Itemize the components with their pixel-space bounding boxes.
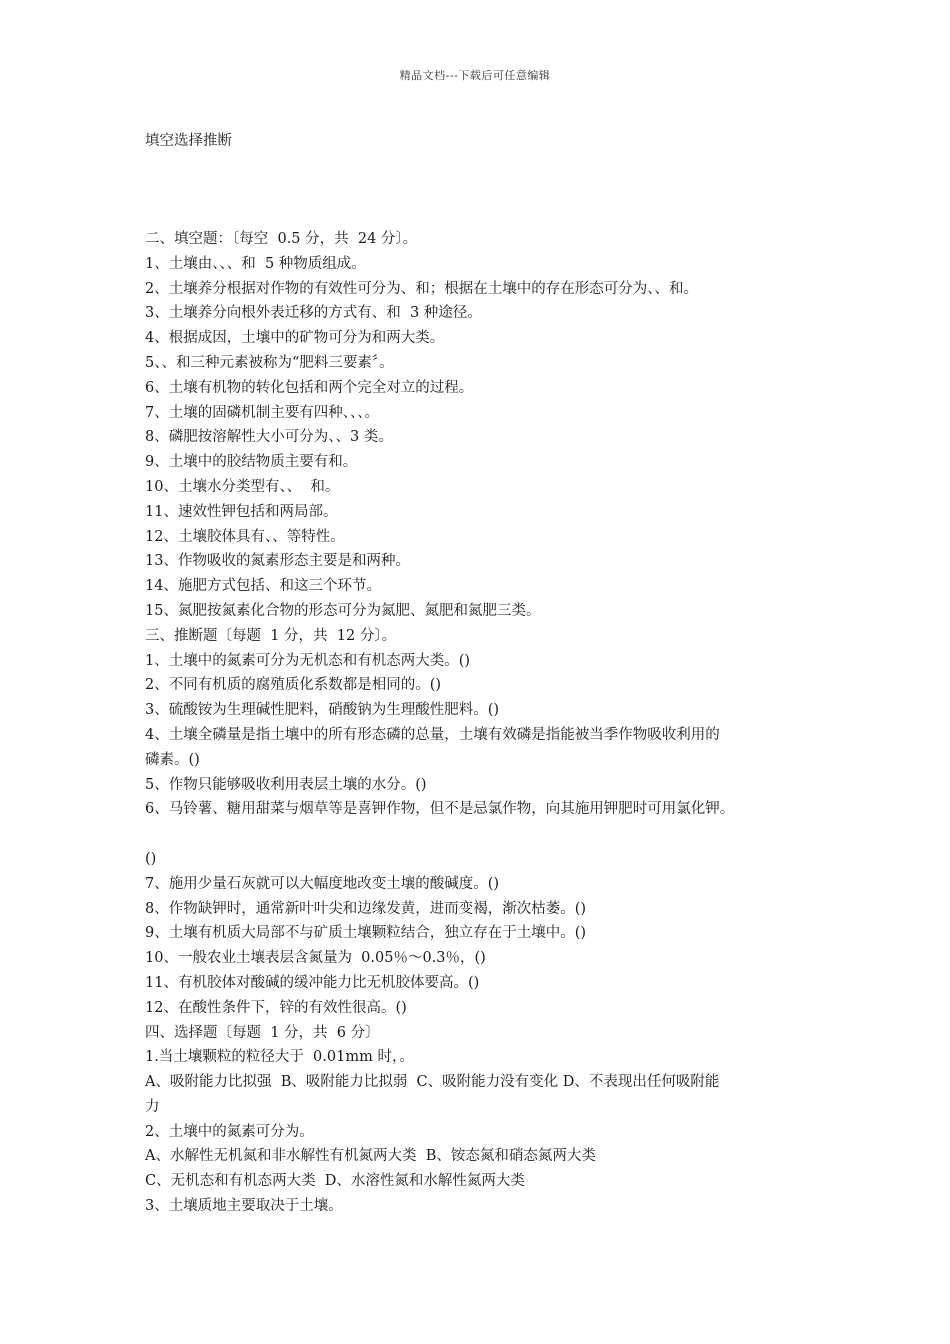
question-line: 磷素。(): [145, 751, 200, 768]
question-line: 10、土壤水分类型有、、 和。: [145, 478, 340, 495]
question-line: 2、土壤中的氮素可分为。: [145, 1123, 314, 1140]
question-line: 6、土壤有机物的转化包括和两个完全对立的过程。: [145, 379, 474, 396]
question-line: 2、不同有机质的腐殖质化系数都是相同的。(): [145, 677, 442, 694]
answer-options: C、无机态和有机态两大类 D、水溶性氮和水解性氮两大类: [145, 1173, 525, 1190]
question-line: 14、施肥方式包括、和这三个环节。: [145, 578, 381, 595]
question-line: 8、磷肥按溶解性大小可分为、、3 类。: [145, 429, 393, 446]
question-line: 4、根据成因，土壤中的矿物可分为和两大类。: [145, 330, 445, 347]
question-line: 15、氮肥按氮素化合物的形态可分为氮肥、氮肥和氮肥三类。: [145, 602, 541, 619]
header-note: 精品文档---下载后可任意编辑: [399, 69, 551, 82]
question-line: 3、土壤质地主要取决于土壤。: [145, 1198, 343, 1215]
question-line: 7、土壤的固磷机制主要有四种、、、。: [145, 404, 379, 421]
question-line: 13、作物吸收的氮素形态主要是和两种。: [145, 553, 410, 570]
question-line: 3、硫酸铵为生理碱性肥料，硝酸钠为生理酸性肥料。(): [145, 702, 500, 719]
question-line: 10、一般农业土壤表层含氮量为 0.05％～0.3％，(): [145, 950, 486, 967]
question-line: 9、土壤中的胶结物质主要有和。: [145, 454, 358, 471]
question-line: (): [145, 850, 157, 867]
answer-options: A、水解性无机氮和非水解性有机氮两大类 B、铵态氮和硝态氮两大类: [145, 1148, 596, 1165]
question-line: 9、土壤有机质大局部不与矿质土壤颗粒结合，独立存在于土壤中。(): [145, 925, 587, 942]
document-body: [145, 227, 825, 1219]
answer-options: A、吸附能力比拟强 B、吸附能力比拟弱 C、吸附能力没有变化 D、不表现出任何吸附能: [145, 1074, 720, 1091]
question-line: 1、土壤中的氮素可分为无机态和有机态两大类。(): [145, 652, 471, 669]
document-title: 填空选择推断: [145, 133, 232, 149]
section-heading-multiple-choice: 四、选择题〔每题 1 分，共 6 分〕: [145, 1024, 380, 1041]
section-heading-true-false: 三、推断题〔每题 1 分，共 12 分〕。: [145, 627, 397, 644]
question-line: 12、在酸性条件下，锌的有效性很高。(): [145, 999, 407, 1016]
question-line: 11、速效性钾包括和两局部。: [145, 503, 338, 520]
answer-options: 力: [145, 1098, 160, 1115]
question-line: 4、土壤全磷量是指土壤中的所有形态磷的总量，土壤有效磷是指能被当季作物吸收利用的: [145, 726, 720, 743]
question-line: 5、、和三种元素被称为“肥料三要素〞。: [145, 354, 394, 371]
question-line: 2、土壤养分根据对作物的有效性可分为、和；根据在土壤中的存在形态可分为、、和。: [145, 280, 698, 297]
question-line: 1.当土壤颗粒的粒径大于 0.01mm 时，。: [145, 1049, 414, 1066]
question-line: 1、土壤由、、、和 5 种物质组成。: [145, 255, 366, 272]
question-line: 8、作物缺钾时，通常新叶叶尖和边缘发黄，进而变褐，渐次枯萎。(): [145, 900, 587, 917]
question-line: 12、土壤胶体具有、、等特性。: [145, 528, 345, 545]
question-line: 6、马铃薯、糖用甜菜与烟草等是喜钾作物，但不是忌氯作物，向其施用钾肥时可用氯化钾。: [145, 801, 735, 818]
question-line: 7、施用少量石灰就可以大幅度地改变土壤的酸碱度。(): [145, 875, 500, 892]
question-line: 5、作物只能够吸收利用表层土壤的水分。(): [145, 776, 427, 793]
section-heading-fill-blank: 二、填空题：〔每空 0.5 分，共 24 分〕。: [145, 231, 418, 247]
question-line: 3、土壤养分向根外表迁移的方式有、和 3 种途径。: [145, 305, 482, 322]
question-line: 11、有机胶体对酸碱的缓冲能力比无机胶体要高。(): [145, 974, 480, 991]
blank-line: [145, 822, 825, 847]
